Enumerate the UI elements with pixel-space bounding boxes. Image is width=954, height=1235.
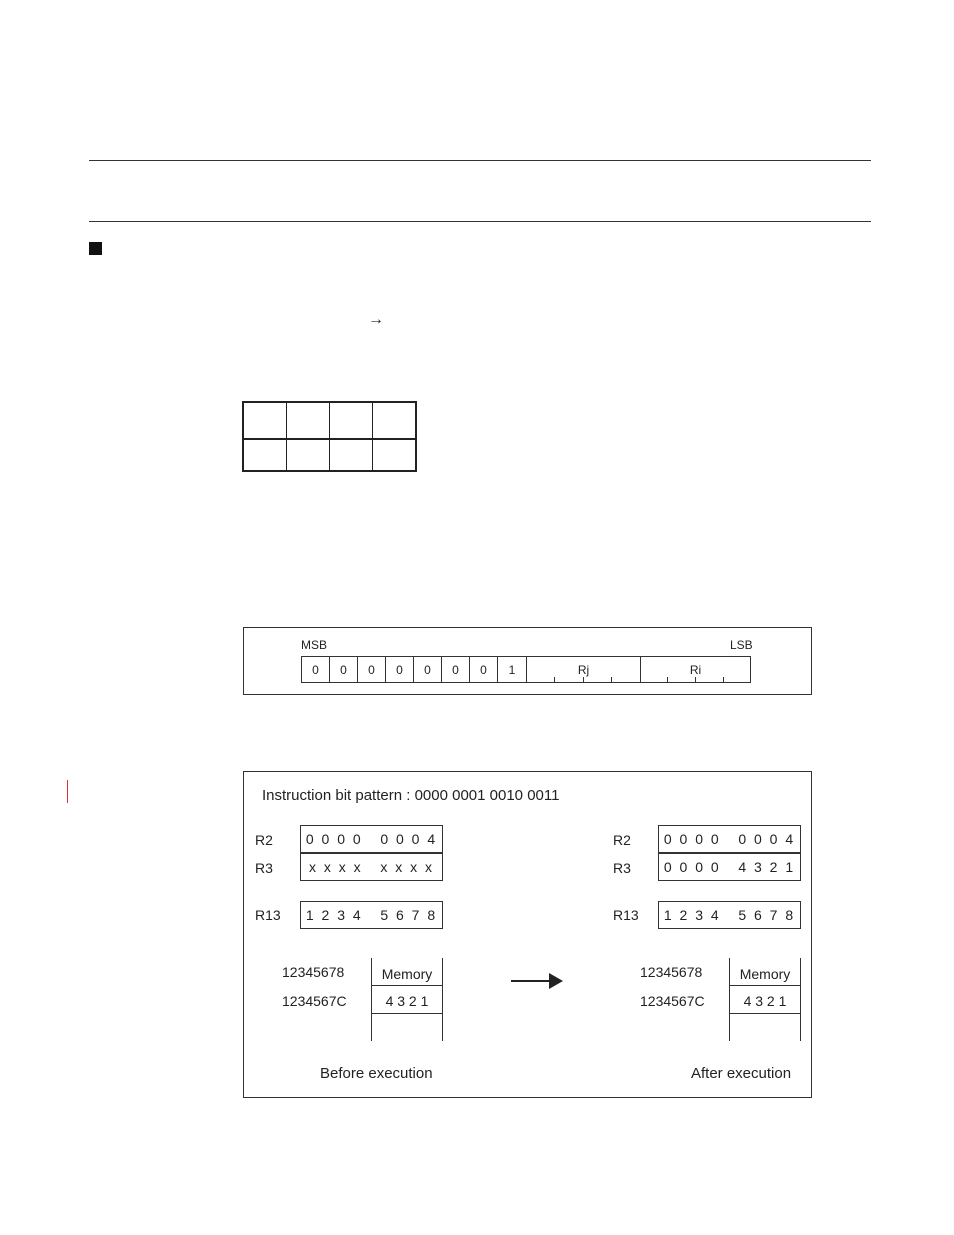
bit-cell: 0 <box>301 656 330 683</box>
before-r2-label: R2 <box>255 832 273 848</box>
before-memory-header: Memory <box>381 966 433 982</box>
before-memory-column <box>371 958 443 1041</box>
lsb-label: LSB <box>730 638 753 652</box>
bit-cell: 0 <box>441 656 470 683</box>
rj-field: Rj <box>526 656 641 683</box>
bit-cell: 0 <box>329 656 358 683</box>
after-address-2: 1234567C <box>640 993 705 1009</box>
header-rule <box>89 221 871 222</box>
before-address-1: 12345678 <box>282 964 345 980</box>
flag-table <box>242 401 417 472</box>
instruction-format-box <box>243 627 812 695</box>
after-r13-label: R13 <box>613 907 639 923</box>
right-arrow-symbol: → <box>368 311 384 328</box>
before-r2-value: 0 0 0 0 0 0 0 4 <box>300 825 443 853</box>
before-caption: Before execution <box>320 1065 433 1082</box>
bit-cell: 0 <box>385 656 414 683</box>
bit-tick <box>667 677 668 683</box>
after-memory-column <box>729 958 801 1041</box>
bit-cell: 0 <box>413 656 442 683</box>
after-address-1: 12345678 <box>640 964 703 980</box>
bit-tick <box>695 677 696 683</box>
after-r3-label: R3 <box>613 860 631 876</box>
before-address-2: 1234567C <box>282 993 347 1009</box>
after-r2-label: R2 <box>613 832 631 848</box>
bit-cell: 0 <box>357 656 386 683</box>
before-memory-value: 4 3 2 1 <box>385 993 429 1009</box>
bit-cell: 1 <box>497 656 527 683</box>
before-r13-label: R13 <box>255 907 281 923</box>
top-rule <box>89 160 871 161</box>
bit-tick <box>583 677 584 683</box>
after-memory-header: Memory <box>739 966 791 982</box>
right-arrow-icon <box>511 972 563 990</box>
bit-tick <box>723 677 724 683</box>
before-r3-label: R3 <box>255 860 273 876</box>
bit-cell: 0 <box>469 656 498 683</box>
after-r2-value: 0 0 0 0 0 0 0 4 <box>658 825 801 853</box>
after-caption: After execution <box>691 1065 792 1082</box>
section-bullet-icon <box>89 242 102 255</box>
after-memory-value: 4 3 2 1 <box>743 993 787 1009</box>
revision-bar <box>67 780 68 803</box>
bit-tick <box>554 677 555 683</box>
example-title: Instruction bit pattern : 0000 0001 0010 0011 <box>262 787 560 804</box>
execution-example-box <box>243 771 812 1098</box>
ri-field: Ri <box>640 656 751 683</box>
after-r13-value: 1 2 3 4 5 6 7 8 <box>658 901 801 929</box>
msb-label: MSB <box>301 638 328 652</box>
bit-tick <box>611 677 612 683</box>
before-r3-value: x x x x x x x x <box>300 853 443 881</box>
before-r13-value: 1 2 3 4 5 6 7 8 <box>300 901 443 929</box>
after-r3-value: 0 0 0 0 4 3 2 1 <box>658 853 801 881</box>
